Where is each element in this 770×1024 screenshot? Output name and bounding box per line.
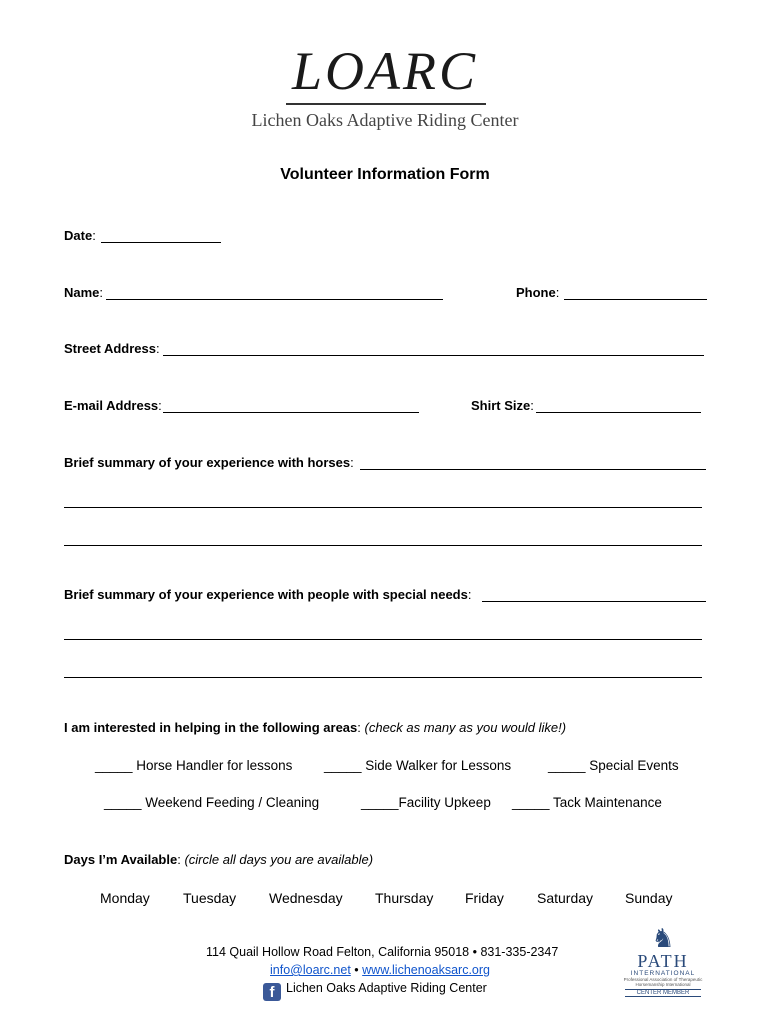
availability-label: Days I’m Available: (circle all days you are available) <box>64 852 374 867</box>
footer-website-link[interactable]: www.lichenoaksarc.org <box>362 963 490 977</box>
special-needs-line-3[interactable] <box>64 677 702 678</box>
shirt-size-field[interactable] <box>536 412 701 413</box>
date-label: Date: <box>64 228 96 243</box>
day-friday[interactable]: Friday <box>465 890 504 906</box>
horse-experience-line-3[interactable] <box>64 545 702 546</box>
phone-field[interactable] <box>564 299 707 300</box>
option-side-walker[interactable]: _____ Side Walker for Lessons <box>324 758 512 773</box>
footer-bullet: • <box>354 963 359 977</box>
interest-areas-hint: (check as many as you would like!) <box>364 720 567 735</box>
footer-facebook-name[interactable]: Lichen Oaks Adaptive Riding Center <box>286 981 487 995</box>
email-field[interactable] <box>163 412 419 413</box>
option-tack-maintenance[interactable]: _____ Tack Maintenance <box>512 795 662 810</box>
option-weekend-feeding[interactable]: _____ Weekend Feeding / Cleaning <box>104 795 320 810</box>
footer-contact-links <box>270 963 490 977</box>
path-international-badge <box>617 924 709 1004</box>
horse-experience-line-1[interactable] <box>360 469 706 470</box>
form-title: Volunteer Information Form <box>280 166 490 183</box>
phone-label: Phone: <box>516 285 560 300</box>
day-thursday[interactable]: Thursday <box>375 890 434 906</box>
street-address-label: Street Address: <box>64 341 160 356</box>
badge-description: Professional Association of Therapeutic Horsemanship International <box>623 977 703 987</box>
footer-address: 114 Quail Hollow Road Felton, California 95018 • 831-335-2347 <box>206 945 559 959</box>
badge-subtitle: INTERNATIONAL <box>630 970 696 977</box>
availability-hint: (circle all days you are available) <box>184 852 374 867</box>
special-needs-experience-label: Brief summary of your experience with people with special needs: <box>64 587 472 602</box>
shirt-size-label: Shirt Size: <box>471 398 534 413</box>
day-saturday[interactable]: Saturday <box>537 890 594 906</box>
name-field[interactable] <box>106 299 443 300</box>
day-tuesday[interactable]: Tuesday <box>183 890 237 906</box>
day-wednesday[interactable]: Wednesday <box>269 890 343 906</box>
logo-wordmark: LOARC <box>291 41 479 101</box>
special-needs-line-1[interactable] <box>482 601 706 602</box>
option-special-events[interactable]: _____ Special Events <box>548 758 679 773</box>
day-sunday[interactable]: Sunday <box>625 890 673 906</box>
day-monday[interactable]: Monday <box>100 890 150 906</box>
date-field[interactable] <box>101 242 221 243</box>
interest-areas-label: I am interested in helping in the following areas: (check as many as you would like!) <box>64 720 567 735</box>
email-label: E-mail Address: <box>64 398 162 413</box>
option-horse-handler[interactable]: _____ Horse Handler for lessons <box>95 758 293 773</box>
option-facility-upkeep[interactable]: _____Facility Upkeep <box>361 795 491 810</box>
footer-email-link[interactable]: info@loarc.net <box>270 963 351 977</box>
special-needs-line-2[interactable] <box>64 639 702 640</box>
badge-member-label: CENTER MEMBER <box>625 989 701 997</box>
facebook-icon[interactable]: f <box>263 983 281 1001</box>
horse-experience-line-2[interactable] <box>64 507 702 508</box>
horse-rider-icon: ♞ <box>651 923 675 953</box>
logo-divider <box>286 103 486 105</box>
name-label: Name: <box>64 285 104 300</box>
badge-name: PATH <box>637 951 689 971</box>
organization-name: Lichen Oaks Adaptive Riding Center <box>251 110 519 130</box>
horse-experience-label: Brief summary of your experience with horses: <box>64 455 354 470</box>
street-address-field[interactable] <box>163 355 704 356</box>
